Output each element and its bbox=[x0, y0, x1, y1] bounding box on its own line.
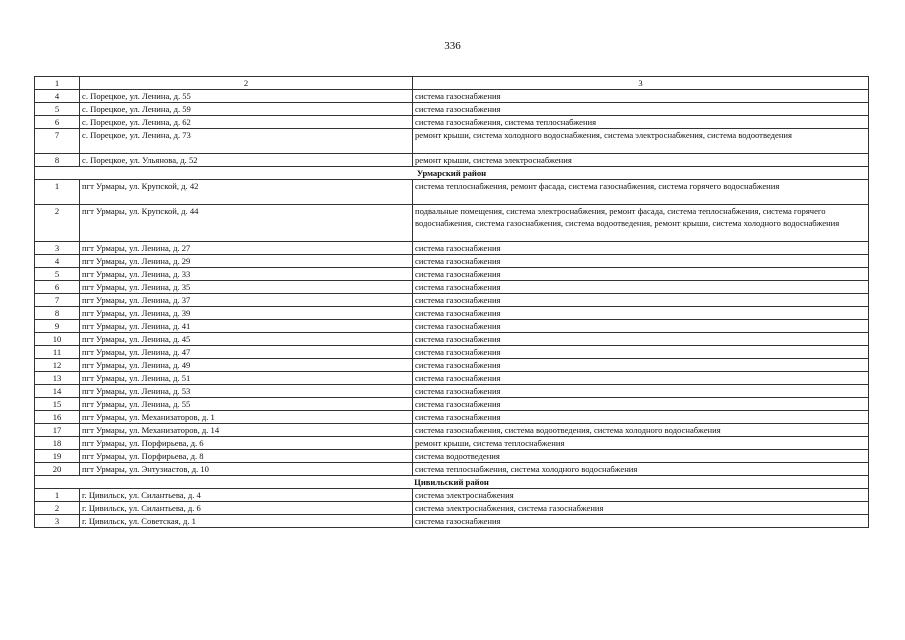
section-row bbox=[35, 476, 869, 489]
address-cell: пгт Урмары, ул. Ленина, д. 37 bbox=[80, 294, 413, 307]
address-cell: с. Порецкое, ул. Ленина, д. 73 bbox=[80, 129, 413, 154]
row-number-cell: 18 bbox=[35, 437, 80, 450]
row-number-cell: 17 bbox=[35, 424, 80, 437]
address-cell: пгт Урмары, ул. Крупской, д. 42 bbox=[80, 180, 413, 205]
address-cell: пгт Урмары, ул. Ленина, д. 29 bbox=[80, 255, 413, 268]
works-cell: система газоснабжения bbox=[413, 372, 869, 385]
header-col-2: 2 bbox=[80, 77, 413, 90]
table-row bbox=[35, 385, 869, 398]
works-cell: система газоснабжения, система водоотведения, система холодного водоснабжения bbox=[413, 424, 869, 437]
table-row bbox=[35, 320, 869, 333]
table-row bbox=[35, 205, 869, 242]
works-cell: система газоснабжения bbox=[413, 103, 869, 116]
table-row bbox=[35, 333, 869, 346]
address-cell: пгт Урмары, ул. Крупской, д. 44 bbox=[80, 205, 413, 242]
row-number-cell: 3 bbox=[35, 242, 80, 255]
works-cell: ремонт крыши, система электроснабжения bbox=[413, 154, 869, 167]
address-cell: пгт Урмары, ул. Ленина, д. 47 bbox=[80, 346, 413, 359]
section-title: Цивильский район bbox=[35, 476, 869, 489]
table-row bbox=[35, 90, 869, 103]
table-row bbox=[35, 242, 869, 255]
works-cell: система электроснабжения bbox=[413, 489, 869, 502]
objects-table bbox=[34, 76, 869, 528]
works-cell: система газоснабжения bbox=[413, 333, 869, 346]
table-row bbox=[35, 255, 869, 268]
address-cell: пгт Урмары, ул. Энтузиастов, д. 10 bbox=[80, 463, 413, 476]
row-number-cell: 14 bbox=[35, 385, 80, 398]
row-number-cell: 4 bbox=[35, 255, 80, 268]
works-cell: система газоснабжения bbox=[413, 385, 869, 398]
table-row bbox=[35, 502, 869, 515]
table-row bbox=[35, 294, 869, 307]
row-number-cell: 6 bbox=[35, 116, 80, 129]
row-number-cell: 1 bbox=[35, 489, 80, 502]
works-cell: система газоснабжения bbox=[413, 255, 869, 268]
address-cell: пгт Урмары, ул. Порфирьева, д. 6 bbox=[80, 437, 413, 450]
works-cell: подвальные помещения, система электроснабжения, ремонт фасада, система теплоснабжения, система горячего водоснабжения, система газоснабжения, система водоотведения, ремонт крыши, система холодного водоснабжения bbox=[413, 205, 869, 242]
table-row bbox=[35, 129, 869, 154]
table-row bbox=[35, 180, 869, 205]
table-row bbox=[35, 489, 869, 502]
address-cell: пгт Урмары, ул. Ленина, д. 49 bbox=[80, 359, 413, 372]
works-cell: система теплоснабжения, система холодного водоснабжения bbox=[413, 463, 869, 476]
address-cell: пгт Урмары, ул. Ленина, д. 53 bbox=[80, 385, 413, 398]
address-cell: с. Порецкое, ул. Ленина, д. 55 bbox=[80, 90, 413, 103]
works-cell: система газоснабжения bbox=[413, 307, 869, 320]
row-number-cell: 1 bbox=[35, 180, 80, 205]
address-cell: г. Цивильск, ул. Силантьева, д. 4 bbox=[80, 489, 413, 502]
address-cell: пгт Урмары, ул. Порфирьева, д. 8 bbox=[80, 450, 413, 463]
row-number-cell: 2 bbox=[35, 205, 80, 242]
table-row bbox=[35, 281, 869, 294]
objects-table-body bbox=[35, 77, 869, 528]
works-cell: система водоотведения bbox=[413, 450, 869, 463]
table-header-row bbox=[35, 77, 869, 90]
address-cell: пгт Урмары, ул. Ленина, д. 35 bbox=[80, 281, 413, 294]
works-cell: система газоснабжения bbox=[413, 346, 869, 359]
row-number-cell: 19 bbox=[35, 450, 80, 463]
row-number-cell: 13 bbox=[35, 372, 80, 385]
address-cell: пгт Урмары, ул. Ленина, д. 45 bbox=[80, 333, 413, 346]
works-cell: система газоснабжения bbox=[413, 281, 869, 294]
table-row bbox=[35, 450, 869, 463]
table-row bbox=[35, 268, 869, 281]
address-cell: с. Порецкое, ул. Ленина, д. 62 bbox=[80, 116, 413, 129]
works-cell: система газоснабжения, система теплоснабжения bbox=[413, 116, 869, 129]
row-number-cell: 3 bbox=[35, 515, 80, 528]
row-number-cell: 9 bbox=[35, 320, 80, 333]
works-cell: ремонт крыши, система теплоснабжения bbox=[413, 437, 869, 450]
works-cell: система теплоснабжения, ремонт фасада, система газоснабжения, система горячего водоснабжения bbox=[413, 180, 869, 205]
table-row bbox=[35, 515, 869, 528]
address-cell: пгт Урмары, ул. Ленина, д. 33 bbox=[80, 268, 413, 281]
table-row bbox=[35, 154, 869, 167]
table-row bbox=[35, 372, 869, 385]
table-row bbox=[35, 437, 869, 450]
address-cell: с. Порецкое, ул. Ленина, д. 59 bbox=[80, 103, 413, 116]
section-row bbox=[35, 167, 869, 180]
works-cell: система газоснабжения bbox=[413, 320, 869, 333]
row-number-cell: 7 bbox=[35, 294, 80, 307]
row-number-cell: 5 bbox=[35, 268, 80, 281]
works-cell: система газоснабжения bbox=[413, 359, 869, 372]
row-number-cell: 10 bbox=[35, 333, 80, 346]
works-cell: система газоснабжения bbox=[413, 294, 869, 307]
works-cell: система электроснабжения, система газоснабжения bbox=[413, 502, 869, 515]
header-col-1: 1 bbox=[35, 77, 80, 90]
works-cell: система газоснабжения bbox=[413, 242, 869, 255]
row-number-cell: 4 bbox=[35, 90, 80, 103]
row-number-cell: 12 bbox=[35, 359, 80, 372]
table-row bbox=[35, 398, 869, 411]
works-cell: система газоснабжения bbox=[413, 411, 869, 424]
table-row bbox=[35, 103, 869, 116]
table-row bbox=[35, 424, 869, 437]
works-cell: система газоснабжения bbox=[413, 90, 869, 103]
address-cell: пгт Урмары, ул. Ленина, д. 27 bbox=[80, 242, 413, 255]
works-cell: ремонт крыши, система холодного водоснабжения, система электроснабжения, система водоотведения bbox=[413, 129, 869, 154]
works-cell: система газоснабжения bbox=[413, 398, 869, 411]
address-cell: пгт Урмары, ул. Ленина, д. 39 bbox=[80, 307, 413, 320]
row-number-cell: 7 bbox=[35, 129, 80, 154]
row-number-cell: 11 bbox=[35, 346, 80, 359]
works-cell: система газоснабжения bbox=[413, 268, 869, 281]
row-number-cell: 5 bbox=[35, 103, 80, 116]
address-cell: пгт Урмары, ул. Механизаторов, д. 14 bbox=[80, 424, 413, 437]
address-cell: пгт Урмары, ул. Ленина, д. 55 bbox=[80, 398, 413, 411]
row-number-cell: 16 bbox=[35, 411, 80, 424]
row-number-cell: 6 bbox=[35, 281, 80, 294]
works-cell: система газоснабжения bbox=[413, 515, 869, 528]
row-number-cell: 8 bbox=[35, 154, 80, 167]
address-cell: г. Цивильск, ул. Силантьева, д. 6 bbox=[80, 502, 413, 515]
table-row bbox=[35, 359, 869, 372]
section-title: Урмарский район bbox=[35, 167, 869, 180]
page-number: 336 bbox=[444, 40, 461, 52]
address-cell: г. Цивильск, ул. Советская, д. 1 bbox=[80, 515, 413, 528]
address-cell: пгт Урмары, ул. Механизаторов, д. 1 bbox=[80, 411, 413, 424]
row-number-cell: 20 bbox=[35, 463, 80, 476]
row-number-cell: 15 bbox=[35, 398, 80, 411]
table-row bbox=[35, 411, 869, 424]
address-cell: пгт Урмары, ул. Ленина, д. 41 bbox=[80, 320, 413, 333]
header-col-3: 3 bbox=[413, 77, 869, 90]
table-row bbox=[35, 307, 869, 320]
table-row bbox=[35, 116, 869, 129]
row-number-cell: 2 bbox=[35, 502, 80, 515]
address-cell: с. Порецкое, ул. Ульянова, д. 52 bbox=[80, 154, 413, 167]
address-cell: пгт Урмары, ул. Ленина, д. 51 bbox=[80, 372, 413, 385]
table-row bbox=[35, 346, 869, 359]
table-row bbox=[35, 463, 869, 476]
row-number-cell: 8 bbox=[35, 307, 80, 320]
